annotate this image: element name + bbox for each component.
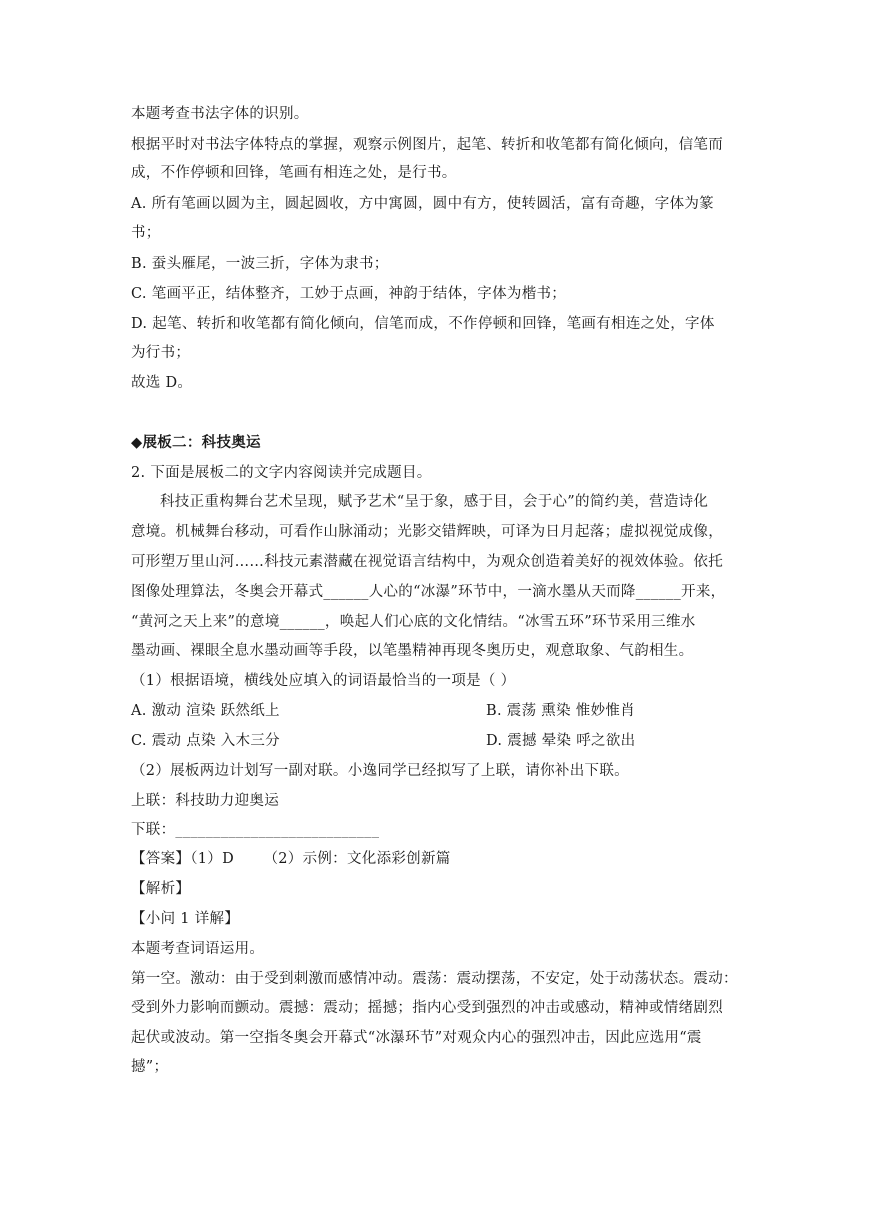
- lower-couplet: [131, 820, 379, 840]
- lower-couplet-label: 下联：: [131, 822, 176, 838]
- passage-line: 科技正重构舞台艺术呈现，赋予艺术“呈于象，感于目，会于心”的简约美，营造诗化: [160, 494, 709, 510]
- text-line: 为行书；: [131, 345, 191, 361]
- upper-couplet: 上联：科技助力迎奥运: [131, 793, 279, 809]
- option-b: B. 震荡 熏染 惟妙惟肖: [486, 703, 635, 719]
- section-title: ◆展板二：科技奥运: [131, 434, 261, 451]
- conclusion-line: 故选 D。: [131, 375, 193, 391]
- sub-question-1: （1）根据语境，横线处应填入的词语最恰当的一项是（ ）: [131, 673, 516, 689]
- answer-label: 【答案】: [131, 851, 191, 867]
- passage-line: 可形塑万里山河……科技元素潜藏在视觉语言结构中，为观众创造着美好的视效体验。依托: [131, 554, 723, 570]
- text-line: 成，不作停顿和回锋，笔画有相连之处，是行书。: [131, 165, 457, 181]
- answer-text: （1）D （2）示例：文化添彩创新篇: [190, 851, 451, 867]
- option-b-explanation: B. 蚕头雁尾，一波三折，字体为隶书；: [131, 256, 389, 272]
- detail-line: 起伏或波动。第一空指冬奥会开幕式“冰瀑环节”对观众内心的强烈冲击，因此应选用“震: [131, 1030, 702, 1046]
- passage-line: “黄河之天上来”的意境______，唤起人们心底的文化情结。“冰雪五环”环节采用三维水: [131, 614, 696, 630]
- option-d: D. 震撼 晕染 呼之欲出: [486, 733, 636, 749]
- passage-line: 意境。机械舞台移动，可看作山脉涌动；光影交错辉映，可译为日月起落；虚拟视觉成像，: [131, 524, 723, 540]
- option-c: C. 震动 点染 入木三分: [131, 733, 280, 749]
- option-a: A. 激动 渲染 跃然纸上: [131, 703, 280, 719]
- answer-line: [131, 849, 451, 869]
- sub-question-2: （2）展板两边计划写一副对联。小逸同学已经拟写了上联，请你补出下联。: [131, 763, 629, 779]
- passage-line: 图像处理算法，冬奥会开幕式______人心的“冰瀑”环节中，一滴水墨从天而降______开来，: [131, 584, 726, 600]
- lower-couplet-blank: ___________________________: [175, 822, 380, 838]
- option-d-explanation: D. 起笔、转折和收笔都有简化倾向，信笔而成，不作停顿和回锋，笔画有相连之处，字体: [131, 316, 715, 332]
- detail-line: 撼”；: [131, 1059, 169, 1075]
- detail-line: 本题考查词语运用。: [131, 941, 265, 957]
- detail-line: 受到外力影响而颤动。震撼：震动；摇撼；指内心受到强烈的冲击或感动，精神或情绪剧烈: [131, 1000, 723, 1016]
- option-c-explanation: C. 笔画平正，结体整齐，工妙于点画，神韵于结体，字体为楷书；: [131, 286, 567, 302]
- detail-label: 【小问 1 详解】: [131, 911, 240, 927]
- detail-line: 第一空。激动：由于受到刺激而感情冲动。震荡：震动摆荡，不安定，处于动荡状态。震动：: [131, 971, 738, 987]
- passage-line: 墨动画、裸眼全息水墨动画等手段，以笔墨精神再现冬奥历史，观意取象、气韵相生。: [131, 643, 694, 659]
- text-line: 本题考查书法字体的识别。: [131, 106, 309, 122]
- text-line: 书；: [131, 225, 161, 241]
- option-a-explanation: A. 所有笔画以圆为主，圆起圆收，方中寓圆，圆中有方，使转圆活，富有奇趣，字体为篆: [131, 196, 714, 212]
- analysis-label: 【解析】: [131, 881, 191, 897]
- question-intro: 2. 下面是展板二的文字内容阅读并完成题目。: [131, 465, 432, 481]
- text-line: 根据平时对书法字体特点的掌握，观察示例图片，起笔、转折和收笔都有简化倾向，信笔而: [131, 137, 723, 153]
